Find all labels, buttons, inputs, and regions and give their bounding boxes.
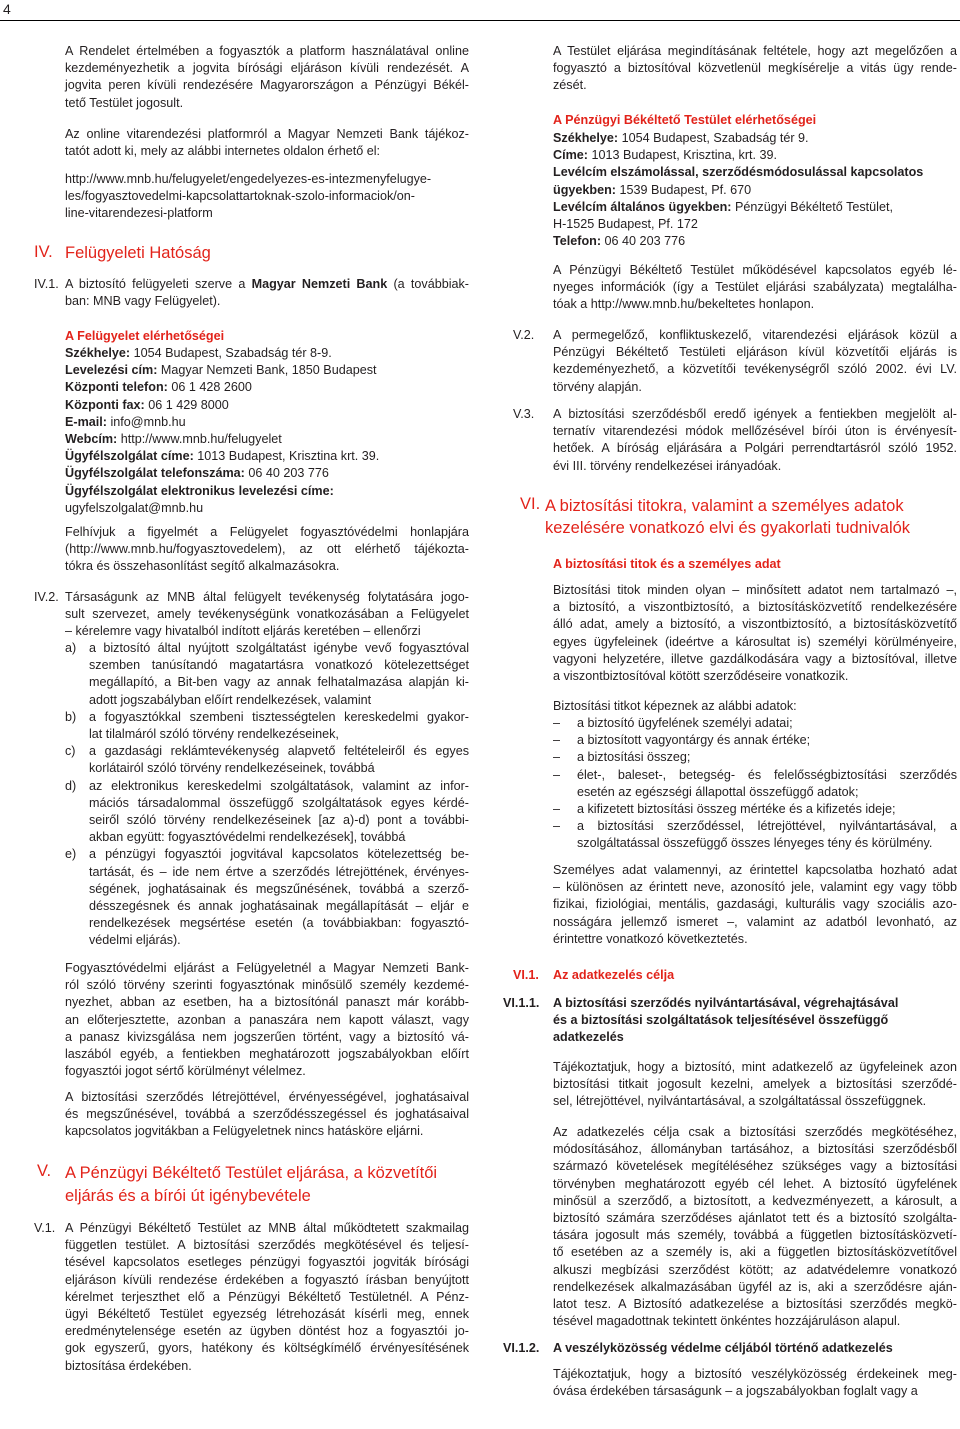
adatkezeles-celja-paragraph-line: alkuszi megbízási szerződést kötött; az adatvédelemre vonatkozó xyxy=(553,1262,957,1277)
titok-heading: A biztosítási titok és a személyes adat xyxy=(553,557,781,571)
titok-paragraph-line: Biztosítási titok minden olyan – minősített adatot nem tartalmazó –, xyxy=(553,583,957,597)
felugyelet-item-text-line: seiről szóló törvény rendelkezéseinek [az a)-d) pont a további- xyxy=(89,813,469,827)
s41-text xyxy=(65,276,469,310)
s52-paragraph-line: A permegelőző, konfliktuskezelő, vitarendezési eljárások közül a xyxy=(553,328,957,342)
felugyelet-item-text-line: védelmi eljárás). xyxy=(89,933,181,948)
s51-paragraph xyxy=(65,1220,469,1375)
s51-paragraph-line: eredménytelensége esetén az ügyben döntést hoz a fogyasztói jo- xyxy=(65,1324,469,1339)
felugyelet-item-text xyxy=(89,709,469,743)
testulet-intro xyxy=(553,43,957,95)
fogyasztovedelmi-paragraph-line: fogyasztói jogot sértő körülményt vélelmez. xyxy=(65,1064,306,1079)
s52-paragraph-line: kezdeményezhető, a közvetítői tevékenységről szóló 2002. évi LV. xyxy=(553,362,957,377)
titok-list-item-text-line: a biztosított vagyontárgy és annak értéke; xyxy=(577,733,811,748)
tajekoztatas-paragraph xyxy=(553,1059,957,1111)
field-label: Webcím: xyxy=(65,432,118,446)
section-title-titok-line2: kezelésére vonatkozó elvi és gyakorlati tudnivalók xyxy=(545,519,911,537)
felugyelet-item-text xyxy=(89,778,469,847)
felugyelet-item-text-line: korlátairól szóló törvény rendelkezéseinek, továbbá xyxy=(89,761,375,776)
field-value: 06 1 429 8000 xyxy=(144,397,229,412)
titok-list-item-text xyxy=(577,767,957,801)
s611-title: és a biztosítási szolgáltatások teljesítésével összefüggő xyxy=(553,1013,889,1028)
field-label: Központi telefon: xyxy=(65,380,168,395)
field-value: 06 40 203 776 xyxy=(244,466,329,481)
platform-url-line: http://www.mnb.hu/felugyelet/engedelyezes-es-intezmenyfelugye- xyxy=(65,172,432,186)
subsection-number: VI.1. xyxy=(513,968,539,982)
s51-paragraph-line: tésével kapcsolatos esetleges pénzügyi fogyasztói jogviták bírósági xyxy=(65,1255,469,1270)
felugyelet-item-text-line: az elektronikus kereskedelmi szolgáltatások, valamint az infor- xyxy=(89,778,469,793)
hataskor-paragraph-line: A biztosítási szerződés létrejöttével, érvényességével, joghatásaival xyxy=(65,1090,469,1104)
hataskor-paragraph xyxy=(65,1089,469,1141)
s52-paragraph xyxy=(553,327,957,396)
szemelyes-adat-paragraph-line: Személyes adat valamennyi, az érintettel kapcsolatba hozható adat xyxy=(553,863,957,877)
felugyelet-item-marker: b) xyxy=(65,709,77,724)
felugyelet-item-text-line: megállapító, a Bit-ben vagy az annak felhatalmazása alapján ki- xyxy=(89,675,469,690)
felugyelet-item-text xyxy=(89,743,469,777)
adatkezeles-celja-paragraph-line: tésével magadottnak tekintett önkéntes hozzájáruláson alapul. xyxy=(553,1314,901,1329)
intro-paragraph-platform-line: kezdeményezhetik a jogvita bírósági eljáráson kívüli rendezését. A xyxy=(65,61,469,76)
page-number: 4 xyxy=(3,1,11,17)
intro-paragraph-platform-line: A Rendelet értelmében a fogyasztók a platform használatával online xyxy=(65,44,469,58)
felugyelet-contact-row xyxy=(65,500,203,517)
s51-paragraph-line: gok egyszerű, gyors, hatékony és költségkímélő érvényesítésének xyxy=(65,1341,469,1356)
s53-paragraph-line: hetőek. A bíróság eljárására a Polgári perrendtartásról szóló 1952. xyxy=(553,441,957,456)
tajekoztatas-paragraph-line: Tájékoztatjuk, hogy a biztosító, mint adatkezelő az ügyfeleinek azon xyxy=(553,1060,957,1074)
s42-paragraph xyxy=(65,589,469,641)
pbt-contact-heading: A Pénzügyi Békéltető Testület elérhetőségei xyxy=(553,113,817,127)
felugyelet-contact-row xyxy=(65,345,332,362)
felugyelet-item-text-line: a fogyasztókkal szembeni tisztességtelen kereskedelmi gyakor- xyxy=(89,709,469,724)
felugyelet-item-text xyxy=(89,846,469,949)
felugyelet-item-marker: d) xyxy=(65,778,77,793)
adatkezeles-celja-paragraph xyxy=(553,1124,957,1330)
s61-title: Az adatkezelés célja xyxy=(553,968,675,982)
felugyelet-item-text-line: tartását, és – ide nem értve a szerződés létrejöttének, érvényes- xyxy=(89,864,469,879)
hataskor-paragraph-line: és megszűnésével, továbbá a szerződésszegéssel és joghatásaival xyxy=(65,1107,469,1122)
felugyelet-contact-row xyxy=(65,379,252,396)
subsection-number: V.3. xyxy=(513,407,535,421)
subsection-number: IV.1. xyxy=(34,277,59,291)
felugyelet-item-text-line: désszegésnek és annak joghatásainak megállapítását – eljár e xyxy=(89,899,469,913)
felhivas-paragraph-line: Felhívjuk a figyelmét a Felügyelet fogyasztóvédelmi honlapjára xyxy=(65,525,469,539)
intro-paragraph-platform-line: jogvita peren kívüli rendezésére Magyarországon a Pénzügyi Békél- xyxy=(65,78,469,93)
titok-paragraph-line: álló adat, amely a biztosító, a viszontbiztosító, a biztosításközvetítő xyxy=(553,617,957,632)
felugyelet-contact-row xyxy=(65,362,377,379)
felugyelet-item-text-line: a gazdasági reklámtevékenység alapvető feltételeiről és egyes xyxy=(89,744,469,759)
s51-paragraph-line: eljáráson kívüli rendezése érdekében a fogyasztó írásban benyújtott xyxy=(65,1272,469,1287)
titok-list-item-text-line: élet-, baleset-, betegség- és felelősségbiztosítási szerződés xyxy=(577,767,957,782)
s42-paragraph-line: – kérelemre vagy hivatalból indított eljárás keretében – ellenőrzi xyxy=(65,624,421,639)
mnb-name: Magyar Nemzeti Bank xyxy=(251,277,388,291)
szemelyes-adat-paragraph-line: fizikai, fiziológiai, mentális, gazdasági, kulturális vagy szociális azo- xyxy=(553,897,957,912)
pbt-contact-row xyxy=(553,147,777,164)
tajekoztatas-paragraph-line: sel, létrejöttével, nyilvántartásával, a szolgáltatással összefüggnek. xyxy=(553,1094,927,1109)
felugyelet-contact-row xyxy=(65,483,334,500)
felugyelet-item-text-line: mációs társadalommal összefüggő szolgáltatások egyes kérdé- xyxy=(89,795,469,810)
felugyelet-contact-row xyxy=(65,397,229,414)
field-label: Központi fax: xyxy=(65,397,145,412)
s51-paragraph-line: A Pénzügyi Békéltető Testület az MNB által működtetett szakmailag xyxy=(65,1221,469,1235)
pbt-info-paragraph xyxy=(553,262,957,314)
felugyelet-contact-row xyxy=(65,414,186,431)
section-number: IV. xyxy=(34,243,53,261)
field-value: 1013 Budapest, Krisztina krt. 39. xyxy=(193,449,380,464)
szemelyes-adat-paragraph-line: nosságára jellemző ismeret –, valamint az adatból levonható, az xyxy=(553,914,957,929)
field-value: 1054 Budapest, Szabadság tér 9. xyxy=(618,131,809,145)
titok-list-item-text-line: a biztosító ügyfelének személyi adatai; xyxy=(577,716,793,730)
szemelyes-adat-paragraph xyxy=(553,862,957,948)
field-value: 06 40 203 776 xyxy=(601,234,686,249)
pbt-contact-row xyxy=(553,164,923,181)
titok-list-item-marker: – xyxy=(553,767,561,782)
adatkezeles-celja-paragraph-line: tására jogosult más személy, továbbá a független biztosításközvetí- xyxy=(553,1228,957,1243)
testulet-intro-line: A Testület eljárása megindításának feltétele, hogy azt megelőzően a xyxy=(553,44,957,58)
field-label: Címe: xyxy=(553,148,588,163)
felugyelet-item-text-line: akban együtt: fogyasztóvédelmi rendelkezések], továbbá xyxy=(89,830,406,845)
adatkezeles-celja-paragraph-line: rendelkezések alkalmazásában ügyfél az is, aki a szerződésre aján- xyxy=(553,1279,957,1294)
fogyasztovedelmi-paragraph xyxy=(65,960,469,1080)
field-label: Székhelye: xyxy=(553,131,619,145)
titok-paragraph-line: egyes ügyfeleinek (ideértve a károsultat is) személyi körülményeire, xyxy=(553,634,957,649)
testulet-intro-line: zését. xyxy=(553,78,587,93)
adatkezeles-celja-paragraph-line: tő esetében az a személy is, aki a független biztosításközvetítővel xyxy=(553,1245,957,1260)
s41-line: ban: MNB vagy Felügyelet). xyxy=(65,294,221,309)
pbt-contact-row xyxy=(553,233,685,250)
section-title-pbt-line2: eljárás és a bírói út igénybevétele xyxy=(65,1187,311,1205)
hataskor-paragraph-line: kapcsolatos jogvitákban a Felügyeletnek nincs hatásköre eljárni. xyxy=(65,1124,424,1139)
intro-paragraph-mnb-line: tatót adott ki, mely az alábbi internetes oldalon érhető el: xyxy=(65,144,381,159)
szemelyes-adat-paragraph-line: – különösen az érintett neve, azonosító jele, valamint egy vagy több xyxy=(553,880,957,895)
titok-list-item-text xyxy=(577,732,957,749)
fogyasztovedelmi-paragraph-line: Fogyasztóvédelmi eljárást a Felügyeletnél a Magyar Nemzeti Bank- xyxy=(65,961,469,975)
field-value: Pénzügyi Békéltető Testület, xyxy=(731,199,893,214)
felugyelet-item-marker: c) xyxy=(65,744,76,759)
subsection-number: VI.1.2. xyxy=(503,1341,540,1355)
titok-list-item-text xyxy=(577,818,957,852)
adatkezeles-celja-paragraph-line: törvényben meghatározott egyéb cél lehet. A biztosító ügyfelének xyxy=(553,1176,957,1191)
titok-paragraph-line: vagyoni helyzetére, illetve gazdálkodására vagy a biztosítóval, illetve xyxy=(553,651,957,666)
section-title-felugyeleti-hatosag: Felügyeleti Hatóság xyxy=(65,244,211,262)
s53-paragraph xyxy=(553,406,957,475)
section-number: VI. xyxy=(520,495,541,513)
pbt-contact-row xyxy=(553,182,751,199)
s611-title: A biztosítási szerződés nyilvántartásával, végrehajtásával xyxy=(553,996,899,1010)
felhivas-paragraph-line: tókra és összehasonlítást segítő alkalmazásokra. xyxy=(65,559,340,574)
veszelykozosseg-paragraph-line: óvása érdekében társaságunk – a jogszabályokban foglalt vagy a xyxy=(553,1384,918,1399)
pbt-contact-row xyxy=(553,130,809,147)
titok-list-item-text-line: szolgáltatással összefüggő összes lényeges tény és körülmény. xyxy=(577,836,933,851)
titok-list-item-text-line: a biztosítási szerződéssel, létrejöttével, nyilvántartásával, a xyxy=(577,819,957,834)
felugyelet-item-text xyxy=(89,640,469,709)
subsection-number: V.2. xyxy=(513,328,535,342)
s612-title: A veszélyközösség védelme céljából történő adatkezelés xyxy=(553,1341,893,1355)
intro-paragraph-platform xyxy=(65,43,469,112)
s611-title: adatkezelés xyxy=(553,1030,624,1045)
felugyelet-item-text-line: a pénzügyi fogyasztói jogvitával kapcsolatos kötelezettség be- xyxy=(89,847,469,862)
felugyelet-item-text-line: szemben tanúsítandó magatartásra vonatkozó kötelezettséget xyxy=(89,658,469,673)
field-value: Magyar Nemzeti Bank, 1850 Budapest xyxy=(157,363,377,378)
titok-paragraph xyxy=(553,582,957,685)
fogyasztovedelmi-paragraph-line: laszából egyéb, a fentiekben meghatározott jogszabályokban előírt xyxy=(65,1047,469,1062)
felugyelet-item-text-line: ségének, joghatásainak és megszűnésének, továbbá a szerző- xyxy=(89,881,469,896)
platform-url-line: les/fogyasztovedelmi-kapcsolattartoknak-szolo-informaciok/on- xyxy=(65,189,415,204)
s53-paragraph-line: A biztosítási szerződésből eredő igények a fentiekben megjelölt al- xyxy=(553,407,957,421)
titok-list-item-marker: – xyxy=(553,716,561,730)
s51-paragraph-line: független testület. A biztosítási szerződés megkötésével és teljesí- xyxy=(65,1238,469,1253)
felugyelet-item-text-line: a biztosító által nyújtott szolgáltatást igénybe vevő fogyasztóval xyxy=(89,641,469,655)
adatkezeles-celja-paragraph-line: módosításához, állományban tartásához, a biztosítási szerződésből xyxy=(553,1142,957,1157)
adatkezeles-celja-paragraph-line: származó követelések megítéléséhez szükséges vagy a biztosítási xyxy=(553,1159,957,1174)
field-label: Levélcím elszámolással, szerződésmódosulással kapcsolatos xyxy=(553,165,924,180)
felhivas-paragraph xyxy=(65,524,469,576)
field-value: 1013 Budapest, Krisztina, krt. 39. xyxy=(588,148,778,163)
s51-paragraph-line: ügyi Békéltető Testület egyezség létrehozását kísérli meg, ennek xyxy=(65,1307,469,1322)
field-label: E-mail: xyxy=(65,414,107,429)
platform-url-line: line-vitarendezesi-platform xyxy=(65,206,213,221)
felugyelet-item-marker: a) xyxy=(65,641,77,655)
pbt-info-paragraph-line: nyeges információk (így a Testület eljárási szabályzata) megtalálha- xyxy=(553,280,957,295)
felugyelet-contact-row xyxy=(65,431,282,448)
titok-list-item-marker: – xyxy=(553,750,561,765)
s53-paragraph-line: évi III. törvény rendelkezései irányadóak. xyxy=(553,458,782,473)
field-value: 1539 Budapest, Pf. 670 xyxy=(615,182,752,197)
subsection-number: IV.2. xyxy=(34,590,59,604)
titok-list-item-marker: – xyxy=(553,802,561,816)
veszelykozosseg-paragraph-line: Tájékoztatjuk, hogy a biztosító veszélyközösség érdekeinek meg- xyxy=(553,1367,957,1381)
s51-paragraph-line: biztosítása érdekében. xyxy=(65,1358,192,1373)
intro-paragraph-mnb xyxy=(65,126,469,160)
titok-list-intro: Biztosítási titkot képeznek az alábbi adatok: xyxy=(553,699,797,713)
pbt-info-paragraph-line: A Pénzügyi Békéltető Testület működésével kapcsolatos egyéb lé- xyxy=(553,263,957,277)
field-label: Ügyfélszolgálat telefonszáma: xyxy=(65,466,245,481)
s42-paragraph-line: Társaságunk az MNB által felügyelt tevékenység folytatására jogo- xyxy=(65,590,469,604)
field-label: Telefon: xyxy=(553,234,602,249)
titok-list-item-text-line: a biztosítási összeg; xyxy=(577,750,691,765)
field-label: ügyekben: xyxy=(553,182,616,197)
veszelykozosseg-paragraph xyxy=(553,1366,957,1400)
field-label: Ügyfélszolgálat elektronikus levelezési címe: xyxy=(65,483,334,498)
titok-list-item-marker: – xyxy=(553,733,561,748)
field-label: Levelezési cím: xyxy=(65,363,158,378)
titok-list-item-text-line: a kifizetett biztosítási összeg mértéke és a kifizetés ideje; xyxy=(577,802,896,816)
field-label: Levélcím általános ügyekben: xyxy=(553,199,732,214)
intro-paragraph-platform-line: tető Testület jogosult. xyxy=(65,95,184,110)
field-value: info@mnb.hu xyxy=(107,414,186,429)
felugyelet-item-text-line: lat tilalmáról szóló törvény rendelkezéseinek, xyxy=(89,727,339,741)
fogyasztovedelmi-paragraph-line: a panasz kivizsgálása nem jogszerűen történt, vagy a biztosító vá- xyxy=(65,1029,469,1044)
field-value: 1054 Budapest, Szabadság tér 8-9. xyxy=(130,346,332,360)
fogyasztovedelmi-paragraph-line: nyezhet, abban az esetben, ha a biztosítónál panaszt már korább- xyxy=(65,995,469,1010)
tajekoztatas-paragraph-line: biztosítási titkait jogosult kezelni, amelyek a biztosítási szerződé- xyxy=(553,1077,957,1092)
section-number: V. xyxy=(37,1162,52,1180)
titok-list-item-marker: – xyxy=(553,819,561,834)
adatkezeles-celja-paragraph-line: Az adatkezelés célja csak a biztosítási szerződés megkötéséhez, xyxy=(553,1125,957,1139)
field-label: Székhelye: xyxy=(65,346,131,360)
field-value: http://www.mnb.hu/felugyelet xyxy=(117,432,282,446)
field-value: ugyfelszolgalat@mnb.hu xyxy=(65,500,204,515)
adatkezeles-celja-paragraph-line: biztosító számára szerződéses ajánlatot tett és a biztosító szolgálta- xyxy=(553,1211,957,1226)
adatkezeles-celja-paragraph-line: latot tesz. A Biztosító adatkezelése a biztosítási szerződés megkö- xyxy=(553,1297,957,1312)
titok-list-item-text xyxy=(577,715,957,732)
intro-paragraph-mnb-line: Az online vitarendezési platformról a Magyar Nemzeti Bank tájékoz- xyxy=(65,127,469,141)
felugyelet-contact-row xyxy=(65,465,329,482)
field-label: Ügyfélszolgálat címe: xyxy=(65,449,194,464)
felugyelet-item-text-line: rendelkezések megsértése esetén (a továbbiakban: fogyasztó- xyxy=(89,916,469,931)
pbt-contact-row xyxy=(553,199,893,216)
titok-list-item-text-line: esetén az egészségi állapottal összefüggő adatok; xyxy=(577,784,859,799)
titok-list-item-text xyxy=(577,801,957,818)
s52-paragraph-line: törvény alapján. xyxy=(553,379,642,394)
section-title-titok-line1: A biztosítási titokra, valamint a személyes adatok xyxy=(545,497,904,515)
s51-paragraph-line: kérelmet terjeszthet elő a Pénzügyi Békéltető Testületnél. A Pénz- xyxy=(65,1289,469,1304)
felugyelet-contact-row xyxy=(65,448,379,465)
titok-paragraph-line: a biztosító, a viszontbiztosító, a biztosításközvetítő rendelkezésére xyxy=(553,600,957,615)
field-value: H-1525 Budapest, Pf. 172 xyxy=(553,217,698,231)
adatkezeles-celja-paragraph-line: minősül a szerződő, a biztosított, a kedvezményezett, a károsult, a xyxy=(553,1193,957,1208)
fogyasztovedelmi-paragraph-line: an előterjesztette, azonban a panaszára nem kapott választ, vagy xyxy=(65,1012,469,1027)
felugyelet-item-marker: e) xyxy=(65,847,77,862)
titok-list-item-text xyxy=(577,749,957,766)
fogyasztovedelmi-paragraph-line: ról szóló törvény szerinti fogyasztónak minősülő személy kezdemé- xyxy=(65,978,469,993)
field-value: 06 1 428 2600 xyxy=(167,380,252,395)
page-header xyxy=(0,0,960,21)
s52-paragraph-line: Pénzügyi Békéltető Testületi eljáráson kívül közvetítői eljárás is xyxy=(553,345,957,360)
platform-url xyxy=(65,171,469,223)
felugyelet-contact-heading: A Felügyelet elérhetőségei xyxy=(65,329,225,343)
s53-paragraph-line: ternatív vitarendezési módok mellőzésével bírói úton is érvényesít- xyxy=(553,424,957,439)
s41-line: A biztosító felügyeleti szerve a Magyar Nemzeti Bank (a továbbiak- xyxy=(65,277,470,291)
titok-paragraph-line: a viszontbiztosítóval kötött szerződéseire vonatkozik. xyxy=(553,669,849,684)
subsection-number: VI.1.1. xyxy=(503,996,540,1010)
felhivas-paragraph-line: (http://www.mnb.hu/fogyasztovedelem), az ott elérhető tájékozta- xyxy=(65,542,469,557)
section-title-pbt-line1: A Pénzügyi Békéltető Testület eljárása, a közvetítői xyxy=(65,1164,438,1182)
s42-paragraph-line: sult szervezet, amely tevékenységünk vonatkozásában a Felügyelet xyxy=(65,607,469,622)
szemelyes-adat-paragraph-line: érintettre vonatkozó következtetés. xyxy=(553,931,748,946)
subsection-number: V.1. xyxy=(34,1221,56,1235)
pbt-info-paragraph-line: tóak a http://www.mnb.hu/bekeltetes honlapon. xyxy=(553,297,815,312)
felugyelet-item-text-line: adott jogszabályban előírt rendelkezések, valamint xyxy=(89,692,372,707)
pbt-contact-row xyxy=(553,216,698,233)
testulet-intro-line: fogyasztó a biztosítóval közvetlenül megkísérelje a vitás ügy rende- xyxy=(553,61,957,76)
